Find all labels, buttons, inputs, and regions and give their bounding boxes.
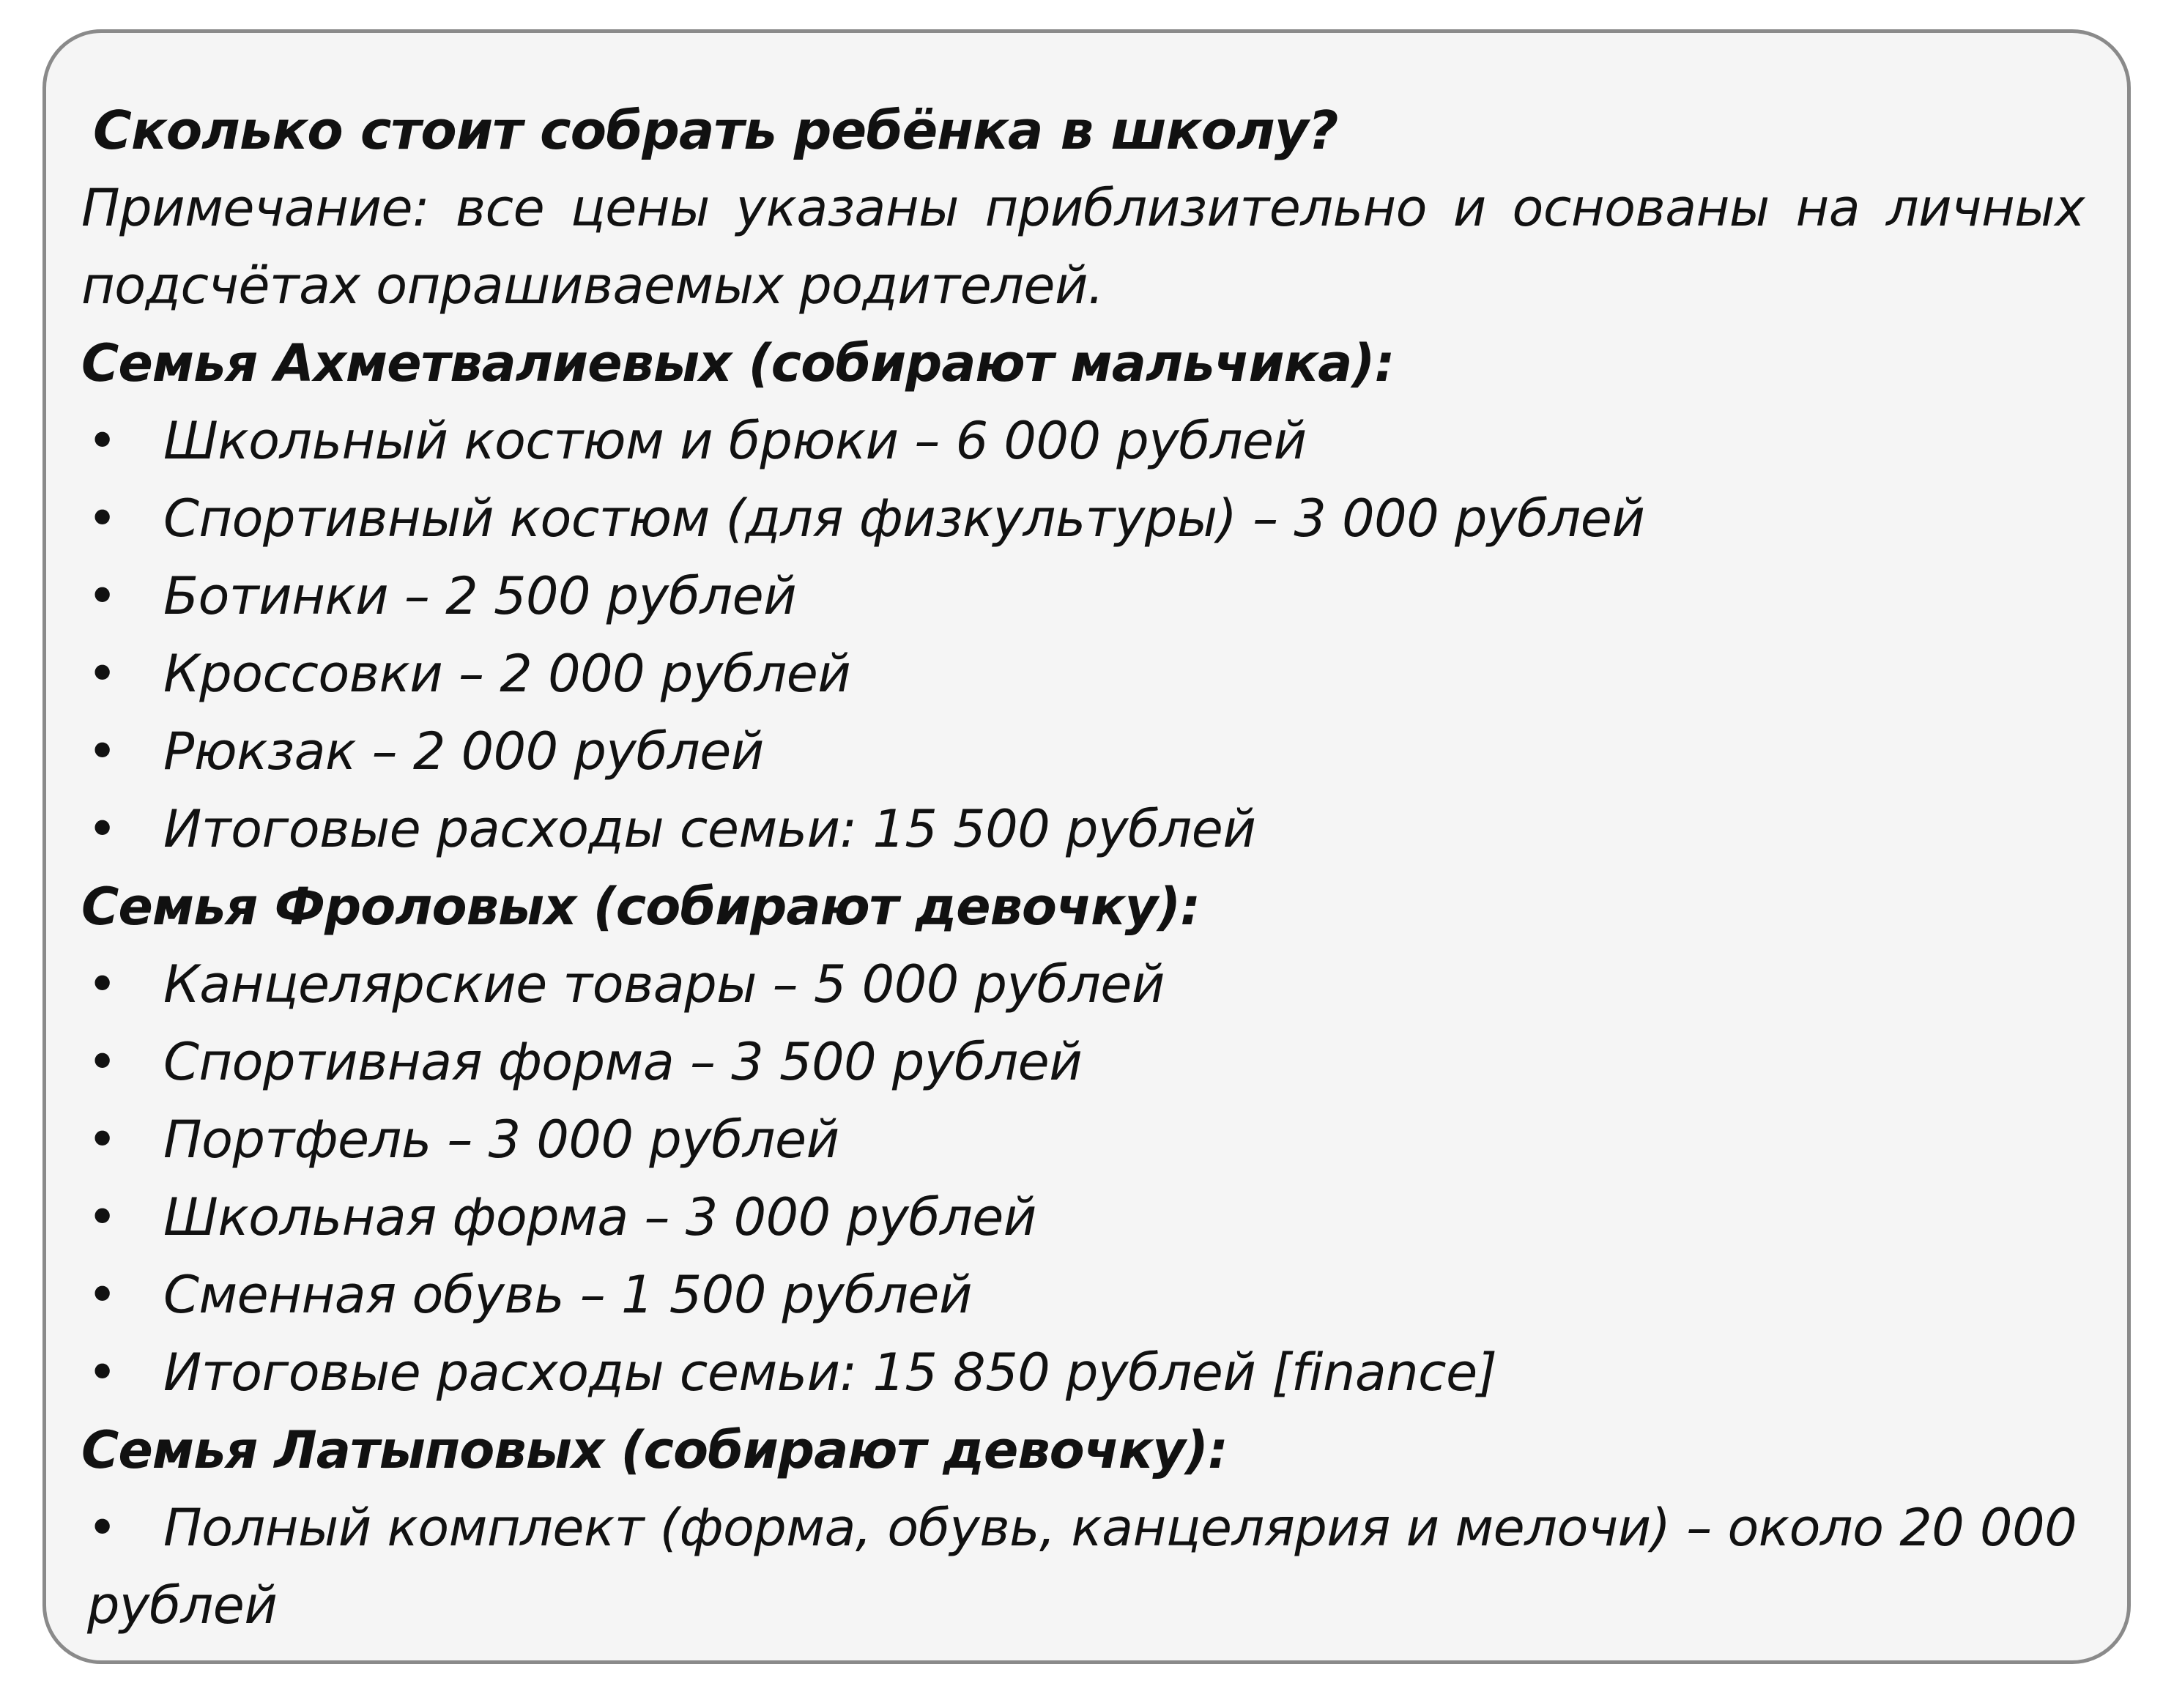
bullet-icon: •	[87, 1343, 117, 1403]
family-list-frolovy	[81, 946, 2085, 1411]
bullet-icon: •	[87, 1187, 117, 1247]
list-item: • Рюкзак – 2 000 рублей	[81, 713, 2085, 790]
family-list-latypovy	[81, 1489, 2085, 1644]
list-item: • Спортивная форма – 3 500 рублей	[81, 1023, 2085, 1101]
family-heading-frolovy: Семья Фроловых (собирают девочку):	[81, 877, 1201, 937]
bullet-icon: •	[87, 799, 117, 859]
list-item: • Сменная обувь – 1 500 рублей	[81, 1256, 2085, 1334]
bullet-icon: •	[87, 411, 117, 471]
page-title: Сколько стоит собрать ребёнка в школу?	[93, 100, 1338, 161]
bullet-icon: •	[87, 1498, 117, 1558]
bullet-icon: •	[87, 644, 117, 704]
bullet-icon: •	[87, 1265, 117, 1325]
list-item: • Полный комплект (форма, обувь, канцелярия и мелочи) – около 20 000 рублей	[81, 1489, 2085, 1644]
family-heading-latypovy: Семья Латыповых (собирают девочку):	[81, 1420, 1228, 1480]
list-item-total: • Итоговые расходы семьи: 15 850 рублей [finance]	[81, 1334, 2085, 1411]
family-list-akhmetvalievy	[81, 402, 2085, 868]
list-item: • Портфель – 3 000 рублей	[81, 1101, 2085, 1178]
list-item: • Школьная форма – 3 000 рублей	[81, 1178, 2085, 1256]
bullet-icon: •	[87, 1110, 117, 1170]
list-item: • Кроссовки – 2 000 рублей	[81, 635, 2085, 713]
bullet-icon: •	[87, 1032, 117, 1092]
bullet-icon: •	[87, 721, 117, 781]
info-card	[42, 29, 2131, 1664]
list-item-continuation: рублей	[87, 1575, 278, 1635]
list-item: • Канцелярские товары – 5 000 рублей	[81, 946, 2085, 1023]
bullet-icon: •	[87, 489, 117, 549]
list-item: • Школьный костюм и брюки – 6 000 рублей	[81, 402, 2085, 480]
list-item: • Ботинки – 2 500 рублей	[81, 557, 2085, 635]
bullet-icon: •	[87, 954, 117, 1014]
list-item: • Спортивный костюм (для физкультуры) – 3 000 рублей	[81, 480, 2085, 557]
note-text: Примечание: все цены указаны приблизительно и основаны на личных подсчётах опрашиваемых родителей.	[81, 178, 2085, 316]
list-item-total: • Итоговые расходы семьи: 15 500 рублей	[81, 790, 2085, 868]
family-heading-akhmetvalievy: Семья Ахметвалиевых (собирают мальчика):	[81, 333, 1395, 393]
bullet-icon: •	[87, 566, 117, 626]
